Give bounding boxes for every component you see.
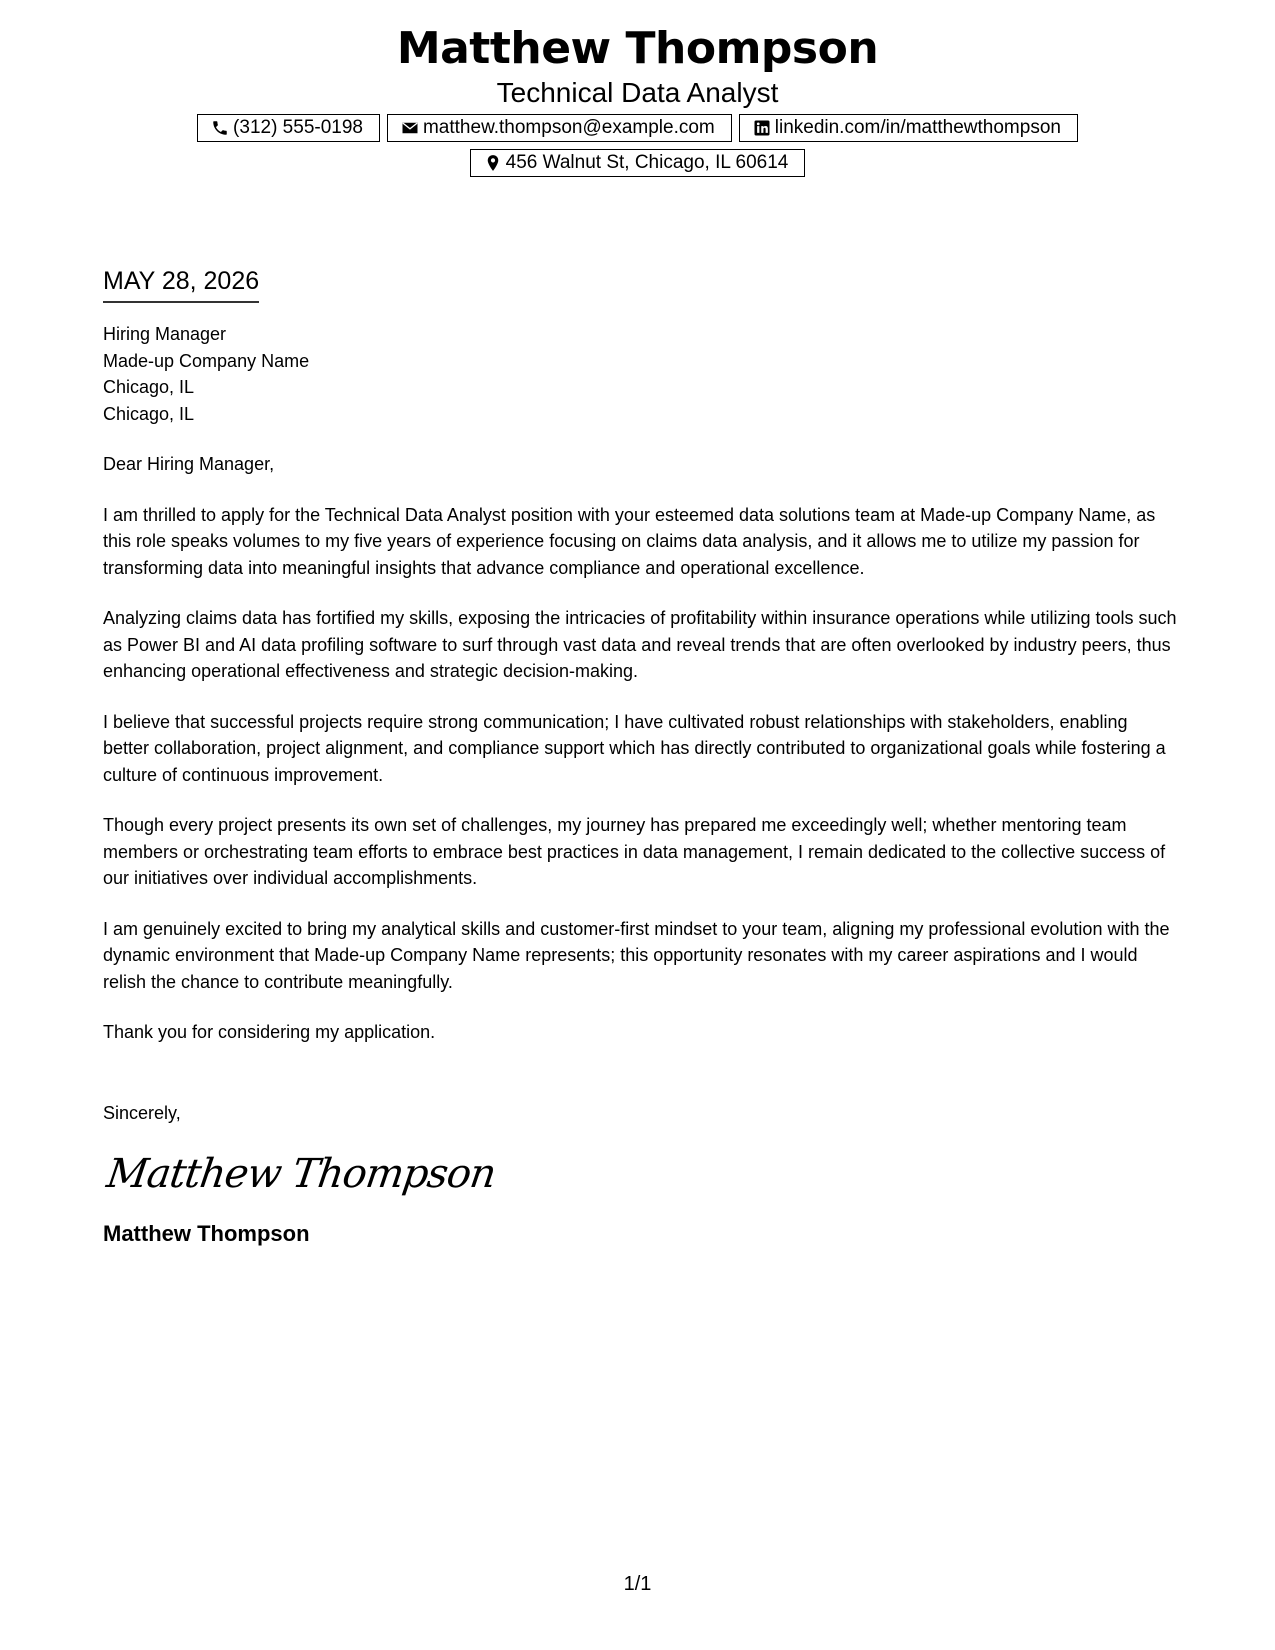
body-paragraph: Though every project presents its own set of challenges, my journey has prepared me exceedingly well; whether mentoring team members or orchestrating team efforts to embrace best practices in data management, I remain dedicated to the collective success of our initiatives over individual accomplishments. — [103, 815, 1166, 888]
linkedin-icon — [753, 119, 771, 137]
recipient-line: Hiring Manager — [103, 324, 227, 344]
applicant-name: Matthew Thompson — [396, 23, 879, 74]
recipient-block — [103, 321, 1178, 427]
letter-header — [0, 22, 1275, 177]
contact-row-address — [0, 149, 1275, 177]
contact-linkedin-text: linkedin.com/in/matthewthompson — [774, 117, 1061, 138]
recipient-line: Made-up Company Name — [103, 350, 310, 371]
closing-line: Thank you for considering my application. — [103, 1022, 436, 1042]
salutation: Dear Hiring Manager, — [103, 454, 275, 474]
body-paragraph: Analyzing claims data has fortified my skills, exposing the intricacies of profitability within insurance operations while utilizing tools such as Power BI and AI data profiling software to surf through vast data and reveal trends that are often overlooked by industry peers, thus enhancing operational effectiveness and strategic decision-making. — [103, 608, 1177, 681]
letter-body — [103, 266, 1178, 1248]
body-paragraph: I am genuinely excited to bring my analytical skills and customer-first mindset to your team, aligning my professional evolution with the dynamic environment that Made-up Company Name represents; this opportunity resonates with my career aspirations and I would relish the chance to contribute meaningfully. — [103, 918, 1170, 992]
contact-phone[interactable] — [197, 114, 380, 142]
body-paragraph: I believe that successful projects require strong communication; I have cultivated robust relationships with stakeholders, enabling better collaboration, project alignment, and compliance support which has directly contributed to organizational goals while fostering a culture of continuous improvement. — [103, 711, 1166, 785]
envelope-icon — [401, 119, 419, 137]
contact-email[interactable] — [387, 114, 732, 142]
signoff: Sincerely, — [103, 1102, 181, 1123]
handwritten-signature: Matthew Thompson — [103, 1151, 499, 1197]
signed-name: Matthew Thompson — [103, 1221, 310, 1246]
contact-linkedin[interactable] — [739, 114, 1078, 142]
contact-email-text: matthew.thompson@example.com — [422, 117, 715, 138]
recipient-line: Chicago, IL — [103, 403, 195, 424]
page-number: 1/1 — [623, 1573, 652, 1595]
recipient-line: Chicago, IL — [103, 377, 195, 397]
contact-address[interactable] — [470, 149, 806, 177]
contact-row — [0, 114, 1275, 142]
phone-icon — [211, 119, 229, 137]
body-paragraph: I am thrilled to apply for the Technical Data Analyst position with your esteemed data solutions team at Made-up Company Name, as this role speaks volumes to my five years of experience focusing on claims data analysis, and it allows me to utilize my passion for transforming data into meaningful insights that advance compliance and operational excellence. — [103, 504, 1156, 578]
letter-date: MAY 28, 2026 — [103, 266, 259, 303]
contact-phone-text: (312) 555-0198 — [233, 117, 363, 138]
map-pin-icon — [484, 154, 502, 172]
applicant-title: Technical Data Analyst — [496, 77, 779, 108]
contact-address-text: 456 Walnut St, Chicago, IL 60614 — [505, 152, 789, 173]
